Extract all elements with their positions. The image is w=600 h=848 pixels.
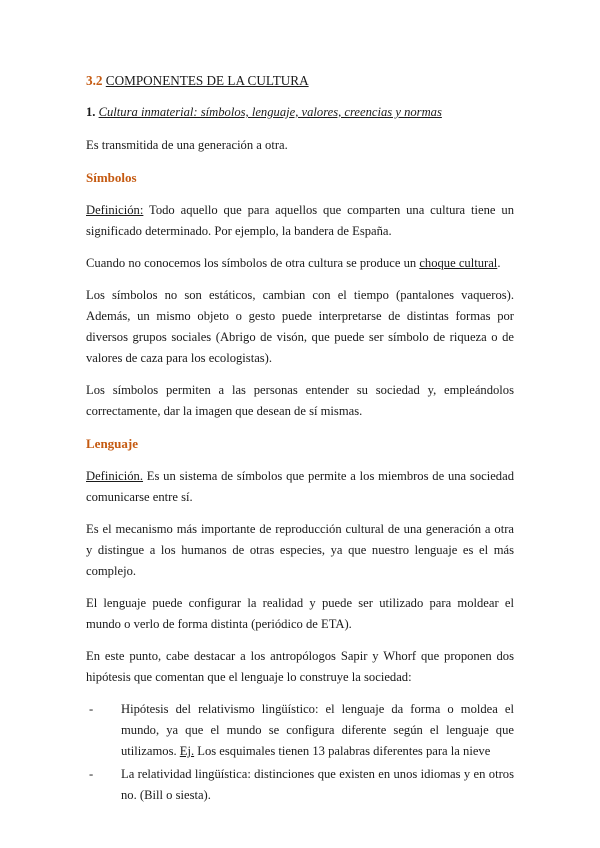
simbolos-paragraph-2 bbox=[86, 253, 514, 274]
simbolos-paragraph-3: Los símbolos no son estáticos, cambian con el tiempo (pantalones vaqueros). Además, un mismo objeto o gesto puede interpretarse de distintas formas por diversos grupos sociales (Abrigo de visón, que puede ser símbolo de riqueza o de valores de caza para los ecologistas). bbox=[86, 288, 514, 365]
lenguaje-definition bbox=[86, 466, 514, 508]
definition-text: Todo aquello que para aquellos que comparten una cultura tiene un significado determinado. Por ejemplo, la bandera de España. bbox=[86, 203, 514, 238]
lenguaje-heading: Lenguaje bbox=[86, 436, 138, 451]
choque-cultural-term: choque cultural bbox=[419, 256, 498, 270]
subsection-heading bbox=[86, 102, 514, 123]
lenguaje-paragraph-3: El lenguaje puede configurar la realidad y puede ser utilizado para moldear el mundo o verlo de forma distinta (periódico de ETA). bbox=[86, 596, 514, 631]
text-span: Cuando no conocemos los símbolos de otra cultura se produce un bbox=[86, 256, 420, 270]
section-heading bbox=[86, 70, 514, 91]
dash-bullet: - bbox=[89, 767, 94, 781]
list-item bbox=[89, 764, 514, 806]
section-title: COMPONENTES DE LA CULTURA bbox=[105, 73, 309, 88]
definition-text: Es un sistema de símbolos que permite a los miembros de una sociedad comunicarse entre sí. bbox=[86, 469, 514, 504]
text-span: . bbox=[497, 256, 501, 270]
list-item bbox=[89, 699, 514, 762]
text-span: Hipótesis del relativismo lingüístico: el lenguaje da forma o moldea el mundo, ya que el mundo se configura diferente según el lenguaje que utilizamos. bbox=[121, 702, 514, 758]
subsection-title: Cultura inmaterial: símbolos, lenguaje, valores, creencias y normas bbox=[98, 105, 442, 119]
lenguaje-paragraph-2: Es el mecanismo más importante de reproducción cultural de una generación a otra y distingue a los humanos de otras especies, ya que nuestro lenguaje es el más complejo. bbox=[86, 522, 514, 578]
definition-label: Definición: bbox=[86, 203, 144, 217]
text-span: Los esquimales tienen 13 palabras diferentes para la nieve bbox=[194, 744, 491, 758]
lenguaje-paragraph-4: En este punto, cabe destacar a los antropólogos Sapir y Whorf que proponen dos hipótesis que comentan que el lenguaje lo construye la sociedad: bbox=[86, 649, 514, 684]
simbolos-paragraph-4: Los símbolos permiten a las personas entender su sociedad y, empleándolos correctamente, dar la imagen que desean de sí mismas. bbox=[86, 383, 514, 418]
example-label: Ej. bbox=[179, 744, 195, 758]
simbolos-definition bbox=[86, 200, 514, 242]
dash-bullet: - bbox=[89, 702, 94, 716]
hypothesis-list bbox=[86, 699, 514, 806]
intro-paragraph: Es transmitida de una generación a otra. bbox=[86, 138, 288, 152]
simbolos-heading: Símbolos bbox=[86, 170, 137, 185]
definition-label: Definición. bbox=[86, 469, 144, 483]
subsection-number: 1. bbox=[86, 105, 96, 119]
section-number: 3.2 bbox=[86, 73, 103, 88]
text-span: La relatividad lingüística: distinciones que existen en unos idiomas y en otros no. (Bill o siesta). bbox=[121, 767, 514, 802]
